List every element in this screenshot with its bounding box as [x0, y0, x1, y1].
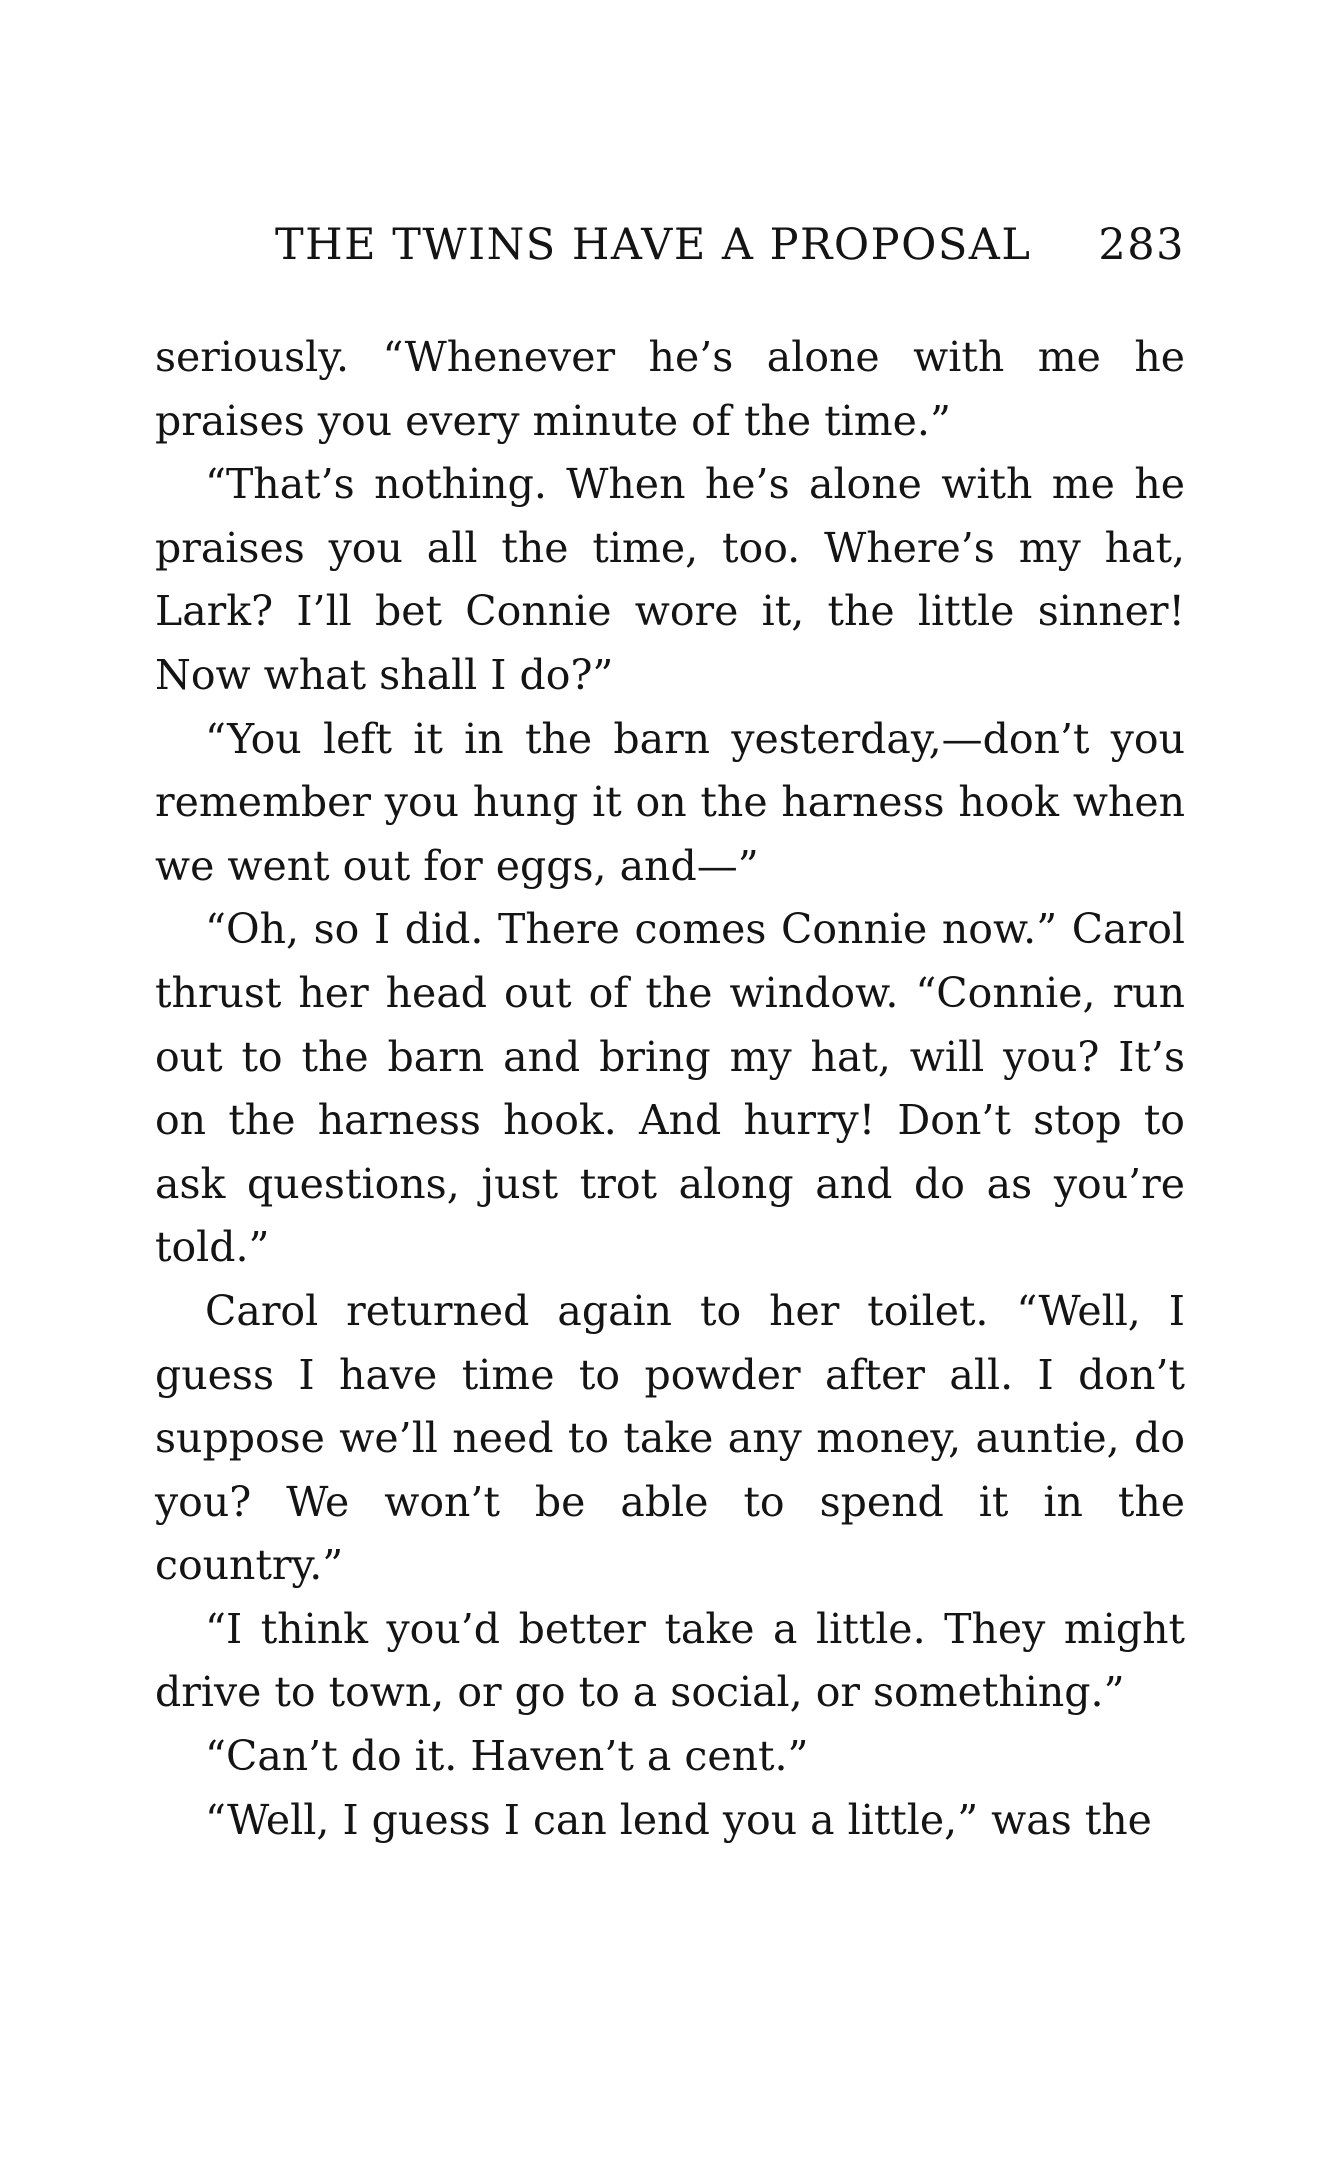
paragraph: “That’s nothing. When he’s alone with me he praises you all the time, too. Where’s my hat, Lark? I’ll bet Connie wore it, the little sinner! Now what shall I do?”: [155, 460, 1185, 699]
running-head: [155, 220, 1185, 280]
paragraph: Carol returned again to her toilet. “Well, I guess I have time to powder after all. I don’t suppose we’ll need to take any money, auntie, do you? We won’t be able to spend it in the country.”: [155, 1286, 1185, 1590]
paragraph: “I think you’d better take a little. They might drive to town, or go to a social, or something.”: [155, 1604, 1185, 1717]
paragraph: seriously. “Whenever he’s alone with me he praises you every minute of the time.”: [155, 333, 1185, 445]
paragraph: “Well, I guess I can lend you a little,” was the: [205, 1795, 1152, 1844]
paragraph: “You left it in the barn yesterday,—don’t you remember you hung it on the harness hook when we went out for eggs, and—”: [155, 714, 1185, 890]
paragraph: “Can’t do it. Haven’t a cent.”: [205, 1732, 809, 1781]
page-number: 283: [1098, 220, 1185, 270]
paragraph: “Oh, so I did. There comes Connie now.” Carol thrust her head out of the window. “Connie, run out to the barn and bring my hat, will you? It’s on the harness hook. And hurry! Don’t stop to ask questions, just trot along and do as you’re told.”: [155, 905, 1185, 1272]
chapter-title: THE TWINS HAVE A PROPOSAL: [275, 220, 1032, 270]
body-text: [155, 326, 1185, 1852]
